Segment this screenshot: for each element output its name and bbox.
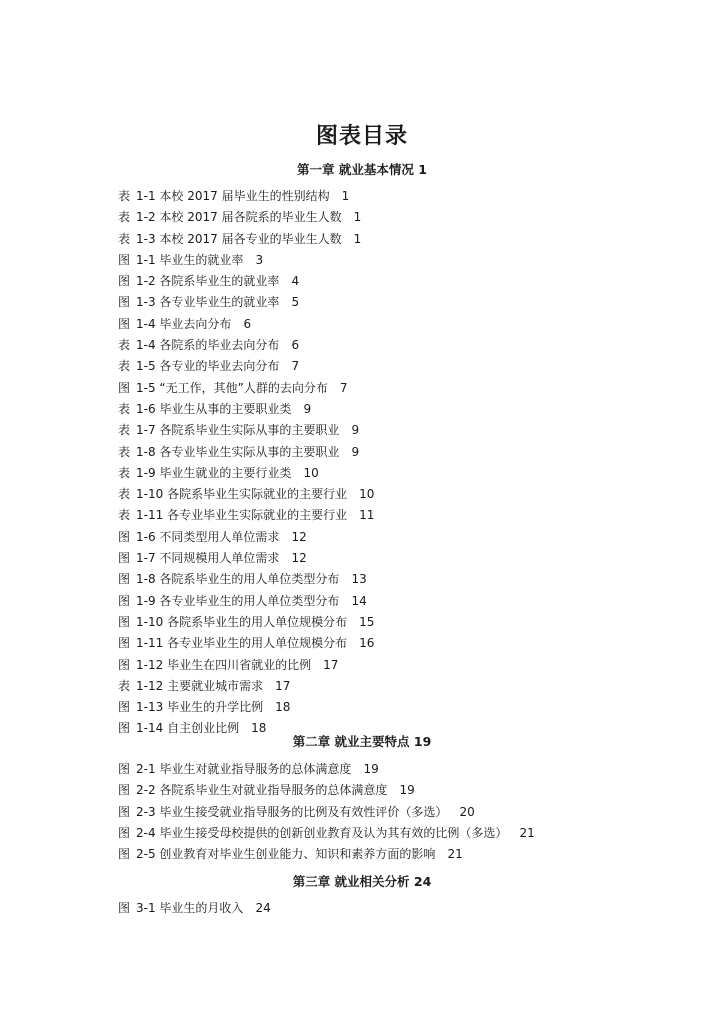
entry-label: 1-8 各院系毕业生的用人单位类型分布 (136, 572, 340, 587)
toc-entry[interactable] (118, 378, 374, 399)
toc-entry[interactable] (118, 335, 374, 356)
page-title: 图表目录 (315, 124, 408, 149)
entry-page-number: 12 (291, 529, 307, 544)
entry-page-number: 21 (447, 847, 463, 862)
toc-entry[interactable] (118, 356, 374, 377)
toc-entry[interactable] (118, 612, 374, 633)
entry-page-number: 16 (359, 636, 375, 651)
entry-label: 1-3 本校 2017 届各专业的毕业生人数 (136, 231, 342, 246)
entry-page-number: 10 (303, 465, 319, 480)
entry-kind: 表 (118, 189, 131, 203)
entry-page-number: 18 (275, 700, 291, 715)
entry-label: 1-11 各专业毕业生实际就业的主要行业 (136, 508, 348, 523)
entry-label: 1-2 本校 2017 届各院系的毕业生人数 (136, 210, 342, 225)
entry-kind: 表 (118, 401, 131, 416)
entry-kind: 图 (118, 721, 131, 736)
toc-entry[interactable] (118, 823, 535, 844)
entry-kind: 图 (118, 657, 131, 672)
entry-kind: 图 (118, 636, 131, 651)
entry-page-number: 15 (359, 614, 375, 629)
entry-label: 1-1 毕业生的就业率 (136, 252, 244, 267)
toc-entry[interactable] (118, 420, 374, 441)
entry-label: 2-5 创业教育对毕业生创业能力、知识和素养方面的影响 (136, 847, 436, 862)
toc-entry[interactable] (118, 527, 374, 548)
entry-kind: 图 (118, 804, 131, 819)
entry-label: 1-12 主要就业城市需求 (136, 678, 264, 693)
toc-entry[interactable] (118, 207, 374, 228)
toc-entry[interactable] (118, 633, 374, 654)
entry-label: 1-6 毕业生从事的主要职业类 (136, 401, 292, 416)
entry-page-number: 18 (251, 721, 267, 736)
toc-list-chapter-2 (118, 759, 535, 865)
entry-label: 1-10 各院系毕业生的用人单位规模分布 (136, 614, 348, 629)
toc-list-chapter-3 (118, 898, 271, 919)
entry-kind: 图 (118, 551, 131, 566)
entry-page-number: 20 (459, 804, 475, 819)
chapter-heading-1: 第一章 就业基本情况 1 (297, 162, 427, 177)
toc-entry[interactable] (118, 442, 374, 463)
entry-kind: 图 (118, 252, 131, 267)
entry-kind: 图 (118, 572, 131, 587)
toc-entry[interactable] (118, 802, 535, 823)
entry-label: 2-1 毕业生对就业指导服务的总体满意度 (136, 762, 352, 776)
toc-entry[interactable] (118, 505, 374, 526)
entry-label: 2-3 毕业生接受就业指导服务的比例及有效性评价（多选） (136, 804, 448, 819)
entry-kind: 表 (118, 678, 131, 693)
toc-list-chapter-1 (118, 186, 374, 740)
entry-page-number: 6 (291, 338, 300, 353)
entry-kind: 表 (118, 487, 131, 502)
entry-page-number: 24 (255, 901, 271, 915)
entry-kind: 图 (118, 847, 131, 862)
toc-entry[interactable] (118, 484, 374, 505)
entry-page-number: 9 (351, 423, 360, 438)
entry-page-number: 5 (291, 295, 300, 310)
toc-entry[interactable] (118, 186, 374, 207)
entry-page-number: 3 (255, 252, 264, 267)
entry-kind: 表 (118, 465, 131, 480)
toc-entry[interactable] (118, 844, 535, 865)
entry-label: 1-1 本校 2017 届毕业生的性别结构 (136, 189, 330, 203)
toc-entry[interactable] (118, 655, 374, 676)
entry-label: 1-3 各专业毕业生的就业率 (136, 295, 280, 310)
chapter-heading-2: 第二章 就业主要特点 19 (292, 734, 432, 749)
entry-page-number: 1 (353, 210, 362, 225)
entry-kind: 表 (118, 359, 131, 374)
toc-entry[interactable] (118, 548, 374, 569)
entry-label: 3-1 毕业生的月收入 (136, 901, 244, 915)
toc-entry[interactable] (118, 463, 374, 484)
entry-kind: 图 (118, 614, 131, 629)
entry-kind: 表 (118, 210, 131, 225)
entry-kind: 表 (118, 338, 131, 353)
entry-page-number: 7 (291, 359, 300, 374)
entry-page-number: 4 (291, 274, 300, 289)
entry-kind: 图 (118, 783, 131, 798)
toc-entry[interactable] (118, 314, 374, 335)
toc-entry[interactable] (118, 250, 374, 271)
entry-page-number: 1 (353, 231, 362, 246)
entry-kind: 图 (118, 295, 131, 310)
entry-label: 1-9 毕业生就业的主要行业类 (136, 465, 292, 480)
toc-entry[interactable] (118, 697, 374, 718)
toc-entry[interactable] (118, 229, 374, 250)
toc-entry[interactable] (118, 676, 374, 697)
entry-label: 1-13 毕业生的升学比例 (136, 700, 264, 715)
entry-kind: 表 (118, 508, 131, 523)
entry-label: 1-10 各院系毕业生实际就业的主要行业 (136, 487, 348, 502)
entry-page-number: 9 (303, 401, 312, 416)
toc-entry[interactable] (118, 591, 374, 612)
entry-kind: 图 (118, 529, 131, 544)
entry-label: 1-11 各专业毕业生的用人单位规模分布 (136, 636, 348, 651)
entry-kind: 图 (118, 762, 131, 776)
entry-label: 1-6 不同类型用人单位需求 (136, 529, 280, 544)
entry-label: 1-9 各专业毕业生的用人单位类型分布 (136, 593, 340, 608)
entry-label: 1-14 自主创业比例 (136, 721, 240, 736)
entry-label: 1-7 不同规模用人单位需求 (136, 551, 280, 566)
entry-label: 1-12 毕业生在四川省就业的比例 (136, 657, 312, 672)
entry-kind: 表 (118, 444, 131, 459)
entry-label: 2-4 毕业生接受母校提供的创新创业教育及认为其有效的比例（多选） (136, 825, 508, 840)
toc-entry[interactable] (118, 780, 535, 801)
entry-label: 1-8 各专业毕业生实际从事的主要职业 (136, 444, 340, 459)
toc-entry[interactable] (118, 759, 535, 780)
entry-label: 1-4 各院系的毕业去向分布 (136, 338, 280, 353)
entry-kind: 图 (118, 825, 131, 840)
entry-kind: 图 (118, 274, 131, 289)
entry-page-number: 1 (341, 189, 350, 203)
entry-page-number: 9 (351, 444, 360, 459)
entry-page-number: 7 (339, 380, 348, 395)
chapter-heading-3: 第三章 就业相关分析 24 (292, 874, 432, 889)
entry-page-number: 19 (363, 762, 379, 776)
entry-label: 1-7 各院系毕业生实际从事的主要职业 (136, 423, 340, 438)
entry-page-number: 10 (359, 487, 375, 502)
entry-page-number: 17 (323, 657, 339, 672)
entry-label: 1-2 各院系毕业生的就业率 (136, 274, 280, 289)
entry-page-number: 14 (351, 593, 367, 608)
entry-label: 2-2 各院系毕业生对就业指导服务的总体满意度 (136, 783, 388, 798)
entry-page-number: 13 (351, 572, 367, 587)
toc-entry[interactable] (118, 292, 374, 313)
entry-label: 1-4 毕业去向分布 (136, 316, 232, 331)
toc-entry[interactable] (118, 569, 374, 590)
entry-kind: 图 (118, 380, 131, 395)
toc-entry[interactable] (118, 898, 271, 919)
entry-page-number: 11 (359, 508, 375, 523)
entry-page-number: 17 (275, 678, 291, 693)
entry-kind: 表 (118, 423, 131, 438)
entry-label: 1-5 “无工作，其他”人群的去向分布 (136, 380, 328, 395)
entry-kind: 图 (118, 901, 131, 915)
entry-kind: 图 (118, 316, 131, 331)
entry-kind: 图 (118, 700, 131, 715)
entry-page-number: 6 (243, 316, 252, 331)
toc-entry[interactable] (118, 399, 374, 420)
entry-page-number: 19 (399, 783, 415, 798)
entry-kind: 表 (118, 231, 131, 246)
entry-kind: 图 (118, 593, 131, 608)
entry-page-number: 21 (519, 825, 535, 840)
toc-entry[interactable] (118, 271, 374, 292)
entry-label: 1-5 各专业的毕业去向分布 (136, 359, 280, 374)
entry-page-number: 12 (291, 551, 307, 566)
